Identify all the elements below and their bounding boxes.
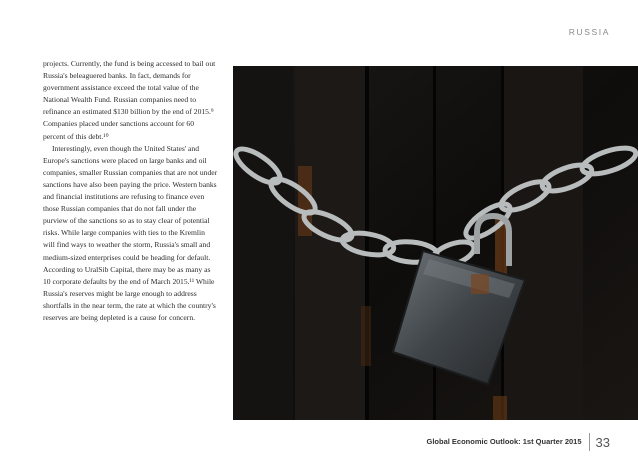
publication-title: Global Economic Outlook: 1st Quarter 2015 [426,433,589,451]
page-footer [426,433,610,451]
paragraph-1: projects. Currently, the fund is being accessed to bail out Russia's beleaguered banks. In fact, demands for government assistance exceed the total value of the National Wealth Fund. Russian companies need to refinance an estimated $130 billion by the end of 2015.⁹ Companies placed under sanctions account for 60 percent of this debt.¹⁰ [43,59,216,141]
section-label: RUSSIA [568,27,610,37]
body-text [43,58,218,324]
page-number: 33 [595,434,610,450]
padlock-chain-photo [233,66,638,420]
padlock-chain-image [233,66,638,420]
paragraph-2: Interestingly, even though the United States' and Europe's sanctions were placed on large banks and oil companies, smaller Russian companies that are not under sanctions have also been paying the price. Western banks and financial institutions are refusing to finance even those Russian companies that do not fall under the purview of the sanctions so as to stay clear of potential risks. While large companies with ties to the Kremlin will find ways to weather the storm, Russia's small and medium-sized enterprises could be heading for default. According to UralSib Capital, there may be as many as 10 corporate defaults by the end of March 2015.¹¹ While Russia's reserves might be large enough to address shortfalls in the near term, the rate at which the country's reserves are being depleted is a cause for concern. [43,143,218,322]
